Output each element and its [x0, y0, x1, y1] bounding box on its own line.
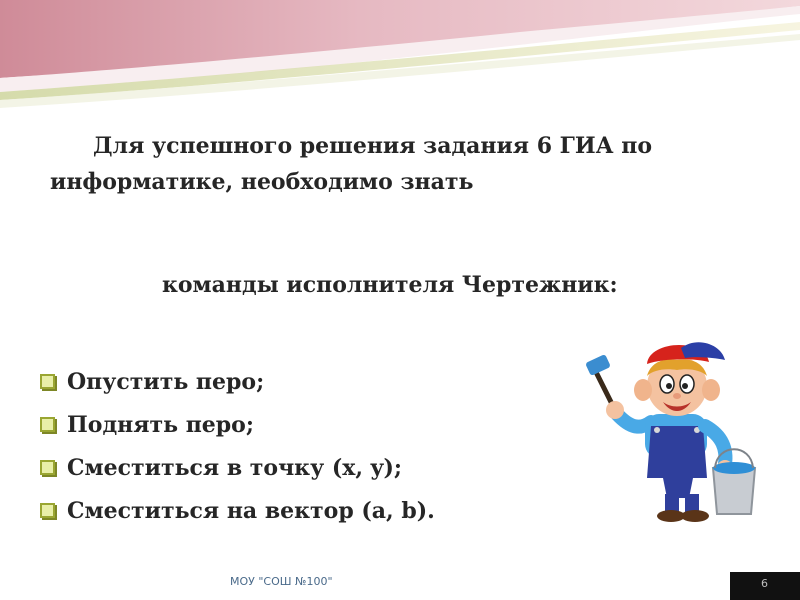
checkbox-bullet-icon: [40, 417, 55, 432]
command-text: Опустить перо;: [67, 368, 265, 395]
command-text: Сместиться в точку (x, y);: [67, 454, 402, 481]
list-item: [40, 360, 435, 403]
list-item: [40, 403, 435, 446]
list-item: [40, 489, 435, 532]
footer-school-name: МОУ "СОШ №100": [230, 575, 333, 588]
commands-list: [40, 360, 435, 532]
intro-line-2: информатике, необходимо знать: [50, 169, 474, 195]
page-number-box: [730, 572, 800, 600]
intro-line-1: Для успешного решения задания 6 ГИА по: [93, 133, 652, 159]
command-text: Сместиться на вектор (a, b).: [67, 497, 435, 524]
commands-heading: команды исполнителя Чертежник:: [162, 272, 618, 298]
intro-text: [50, 128, 750, 200]
checkbox-bullet-icon: [40, 374, 55, 389]
painter-boy-illustration: [585, 318, 780, 523]
page-number: 6: [761, 577, 768, 590]
header-wave-decoration: [0, 0, 800, 110]
command-text: Поднять перо;: [67, 411, 254, 438]
checkbox-bullet-icon: [40, 460, 55, 475]
list-item: [40, 446, 435, 489]
checkbox-bullet-icon: [40, 503, 55, 518]
